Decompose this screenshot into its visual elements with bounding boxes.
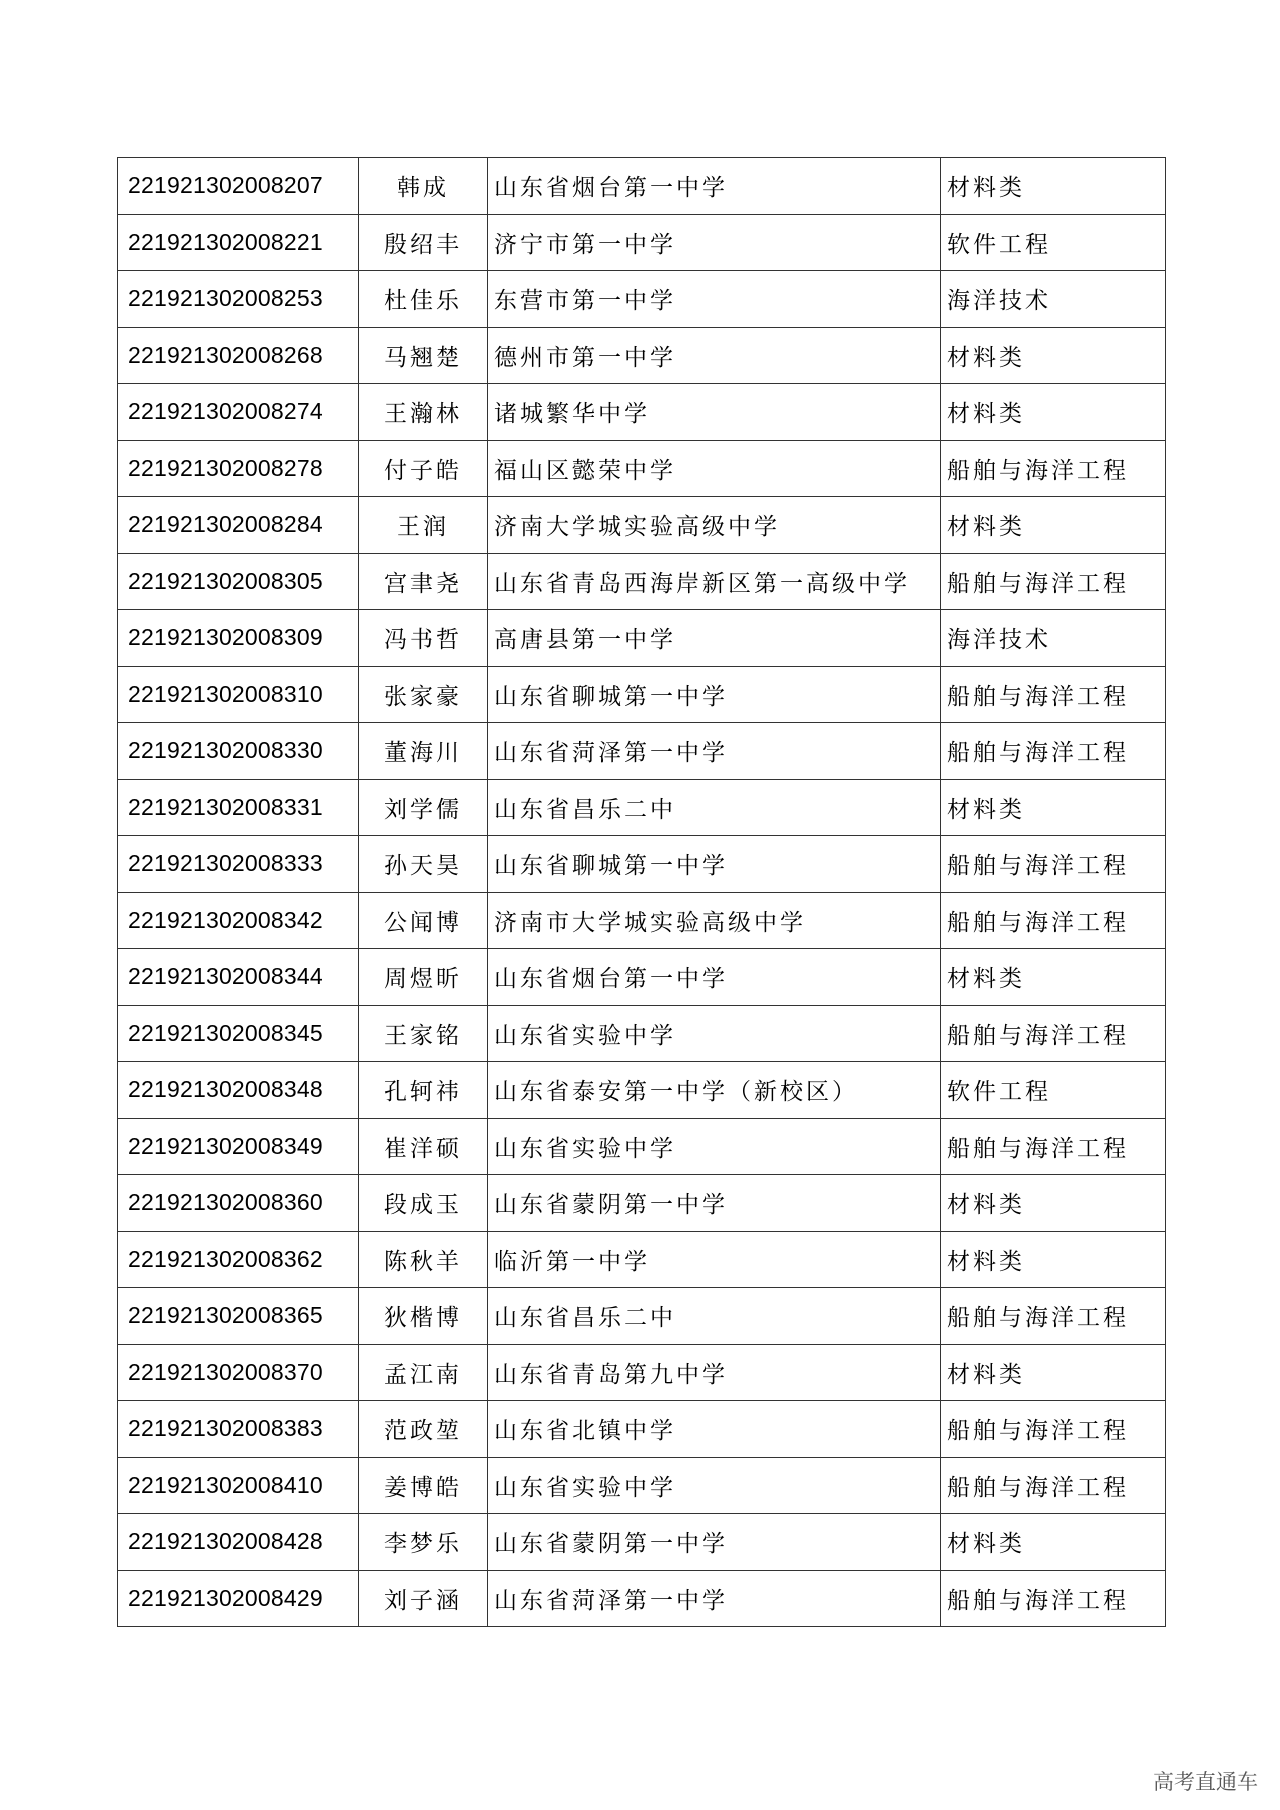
major-cell: 材料类 <box>941 1514 1166 1571</box>
school-cell: 山东省聊城第一中学 <box>488 836 941 893</box>
table-row <box>118 892 1166 949</box>
major-cell: 船舶与海洋工程 <box>941 440 1166 497</box>
exam-id-cell: 221921302008253 <box>118 271 359 328</box>
major-cell: 海洋技术 <box>941 610 1166 667</box>
school-cell: 山东省烟台第一中学 <box>488 158 941 215</box>
student-name-cell: 付子皓 <box>359 440 488 497</box>
school-cell: 山东省菏泽第一中学 <box>488 1570 941 1627</box>
school-cell: 山东省实验中学 <box>488 1005 941 1062</box>
exam-id-cell: 221921302008345 <box>118 1005 359 1062</box>
student-name-cell: 宫聿尧 <box>359 553 488 610</box>
table-row <box>118 327 1166 384</box>
major-cell: 材料类 <box>941 1344 1166 1401</box>
table-row <box>118 1514 1166 1571</box>
student-name-cell: 王家铭 <box>359 1005 488 1062</box>
exam-id-cell: 221921302008344 <box>118 949 359 1006</box>
exam-id-cell: 221921302008310 <box>118 666 359 723</box>
school-cell: 山东省菏泽第一中学 <box>488 723 941 780</box>
school-cell: 山东省聊城第一中学 <box>488 666 941 723</box>
student-name-cell: 王润 <box>359 497 488 554</box>
table-row <box>118 1344 1166 1401</box>
student-name-cell: 王瀚林 <box>359 384 488 441</box>
major-cell: 材料类 <box>941 158 1166 215</box>
table-row <box>118 666 1166 723</box>
exam-id-cell: 221921302008274 <box>118 384 359 441</box>
school-cell: 诸城繁华中学 <box>488 384 941 441</box>
table-row <box>118 497 1166 554</box>
major-cell: 船舶与海洋工程 <box>941 723 1166 780</box>
student-name-cell: 段成玉 <box>359 1175 488 1232</box>
student-name-cell: 范政堃 <box>359 1401 488 1458</box>
table-row <box>118 1005 1166 1062</box>
table-row <box>118 214 1166 271</box>
school-cell: 山东省泰安第一中学（新校区） <box>488 1062 941 1119</box>
major-cell: 材料类 <box>941 949 1166 1006</box>
major-cell: 船舶与海洋工程 <box>941 666 1166 723</box>
student-name-cell: 陈秋羊 <box>359 1231 488 1288</box>
school-cell: 济宁市第一中学 <box>488 214 941 271</box>
table-row <box>118 158 1166 215</box>
school-cell: 山东省昌乐二中 <box>488 1288 941 1345</box>
exam-id-cell: 221921302008429 <box>118 1570 359 1627</box>
school-cell: 山东省青岛西海岸新区第一高级中学 <box>488 553 941 610</box>
student-name-cell: 张家豪 <box>359 666 488 723</box>
student-name-cell: 董海川 <box>359 723 488 780</box>
major-cell: 软件工程 <box>941 1062 1166 1119</box>
watermark-text: 高考直通车 <box>1153 1770 1258 1794</box>
table-row <box>118 1062 1166 1119</box>
exam-id-cell: 221921302008362 <box>118 1231 359 1288</box>
school-cell: 山东省实验中学 <box>488 1457 941 1514</box>
school-cell: 济南大学城实验高级中学 <box>488 497 941 554</box>
student-name-cell: 公闻博 <box>359 892 488 949</box>
student-name-cell: 殷绍丰 <box>359 214 488 271</box>
exam-id-cell: 221921302008284 <box>118 497 359 554</box>
roster-table <box>117 157 1166 1627</box>
exam-id-cell: 221921302008207 <box>118 158 359 215</box>
student-name-cell: 韩成 <box>359 158 488 215</box>
table-row <box>118 384 1166 441</box>
roster-body <box>118 158 1166 1627</box>
major-cell: 材料类 <box>941 1231 1166 1288</box>
major-cell: 材料类 <box>941 384 1166 441</box>
major-cell: 软件工程 <box>941 214 1166 271</box>
exam-id-cell: 221921302008349 <box>118 1118 359 1175</box>
exam-id-cell: 221921302008333 <box>118 836 359 893</box>
exam-id-cell: 221921302008309 <box>118 610 359 667</box>
school-cell: 临沂第一中学 <box>488 1231 941 1288</box>
school-cell: 高唐县第一中学 <box>488 610 941 667</box>
table-row <box>118 610 1166 667</box>
exam-id-cell: 221921302008330 <box>118 723 359 780</box>
student-name-cell: 刘学儒 <box>359 779 488 836</box>
table-row <box>118 1175 1166 1232</box>
student-name-cell: 刘子涵 <box>359 1570 488 1627</box>
major-cell: 船舶与海洋工程 <box>941 553 1166 610</box>
school-cell: 福山区懿荣中学 <box>488 440 941 497</box>
exam-id-cell: 221921302008268 <box>118 327 359 384</box>
major-cell: 材料类 <box>941 497 1166 554</box>
student-name-cell: 孟江南 <box>359 1344 488 1401</box>
table-row <box>118 1118 1166 1175</box>
major-cell: 船舶与海洋工程 <box>941 892 1166 949</box>
school-cell: 山东省实验中学 <box>488 1118 941 1175</box>
student-name-cell: 崔洋硕 <box>359 1118 488 1175</box>
school-cell: 山东省蒙阴第一中学 <box>488 1514 941 1571</box>
table-row <box>118 949 1166 1006</box>
exam-id-cell: 221921302008305 <box>118 553 359 610</box>
exam-id-cell: 221921302008342 <box>118 892 359 949</box>
student-name-cell: 马翘楚 <box>359 327 488 384</box>
school-cell: 东营市第一中学 <box>488 271 941 328</box>
exam-id-cell: 221921302008410 <box>118 1457 359 1514</box>
table-row <box>118 553 1166 610</box>
table-row <box>118 1401 1166 1458</box>
school-cell: 德州市第一中学 <box>488 327 941 384</box>
school-cell: 山东省蒙阴第一中学 <box>488 1175 941 1232</box>
school-cell: 山东省昌乐二中 <box>488 779 941 836</box>
major-cell: 材料类 <box>941 779 1166 836</box>
student-name-cell: 孔轲祎 <box>359 1062 488 1119</box>
school-cell: 山东省青岛第九中学 <box>488 1344 941 1401</box>
student-name-cell: 杜佳乐 <box>359 271 488 328</box>
school-cell: 山东省烟台第一中学 <box>488 949 941 1006</box>
table-row <box>118 1231 1166 1288</box>
table-row <box>118 271 1166 328</box>
major-cell: 船舶与海洋工程 <box>941 1288 1166 1345</box>
table-row <box>118 1570 1166 1627</box>
exam-id-cell: 221921302008221 <box>118 214 359 271</box>
exam-id-cell: 221921302008360 <box>118 1175 359 1232</box>
student-name-cell: 孙天昊 <box>359 836 488 893</box>
exam-id-cell: 221921302008428 <box>118 1514 359 1571</box>
exam-id-cell: 221921302008278 <box>118 440 359 497</box>
major-cell: 船舶与海洋工程 <box>941 1570 1166 1627</box>
student-name-cell: 姜博皓 <box>359 1457 488 1514</box>
exam-id-cell: 221921302008365 <box>118 1288 359 1345</box>
student-name-cell: 李梦乐 <box>359 1514 488 1571</box>
school-cell: 山东省北镇中学 <box>488 1401 941 1458</box>
table-row <box>118 836 1166 893</box>
exam-id-cell: 221921302008370 <box>118 1344 359 1401</box>
table-row <box>118 779 1166 836</box>
student-name-cell: 周煜昕 <box>359 949 488 1006</box>
school-cell: 济南市大学城实验高级中学 <box>488 892 941 949</box>
major-cell: 材料类 <box>941 1175 1166 1232</box>
major-cell: 船舶与海洋工程 <box>941 1118 1166 1175</box>
major-cell: 船舶与海洋工程 <box>941 836 1166 893</box>
student-name-cell: 冯书哲 <box>359 610 488 667</box>
table-row <box>118 1288 1166 1345</box>
exam-id-cell: 221921302008348 <box>118 1062 359 1119</box>
major-cell: 船舶与海洋工程 <box>941 1401 1166 1458</box>
major-cell: 海洋技术 <box>941 271 1166 328</box>
major-cell: 船舶与海洋工程 <box>941 1005 1166 1062</box>
table-row <box>118 723 1166 780</box>
table-row <box>118 440 1166 497</box>
major-cell: 船舶与海洋工程 <box>941 1457 1166 1514</box>
exam-id-cell: 221921302008331 <box>118 779 359 836</box>
exam-id-cell: 221921302008383 <box>118 1401 359 1458</box>
major-cell: 材料类 <box>941 327 1166 384</box>
table-row <box>118 1457 1166 1514</box>
student-name-cell: 狄楷博 <box>359 1288 488 1345</box>
